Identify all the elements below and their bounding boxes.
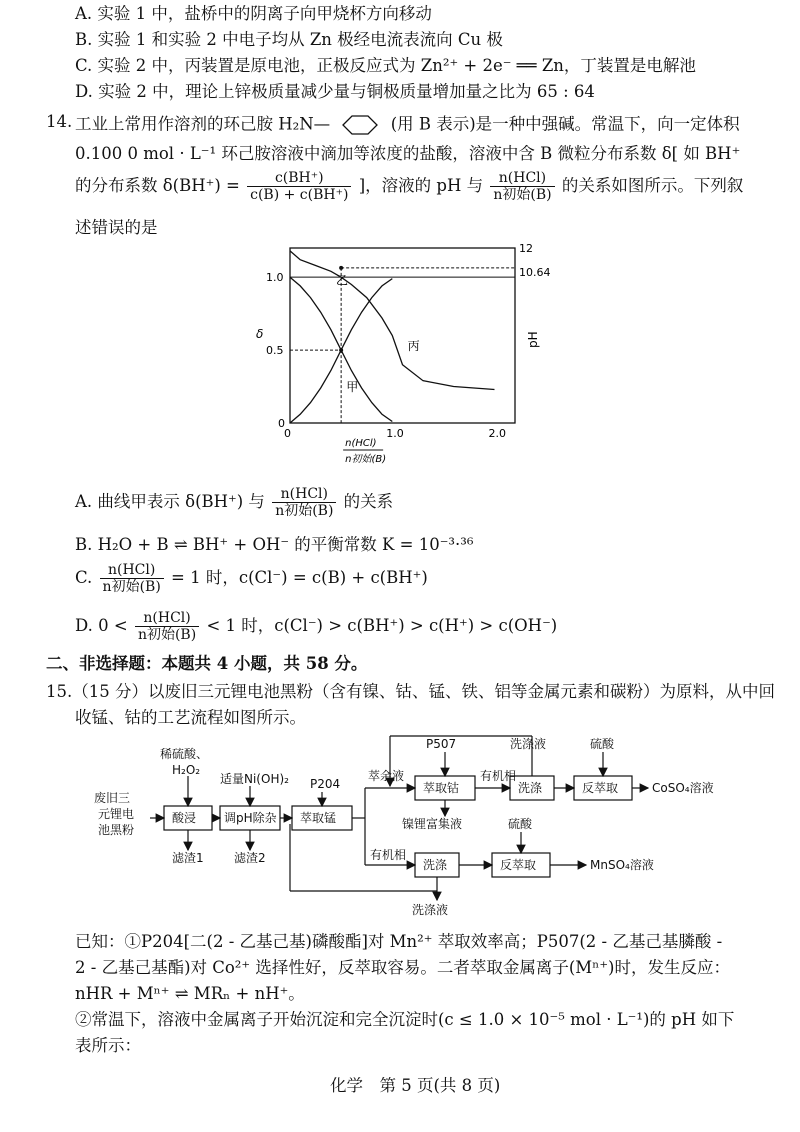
q14-option-a bbox=[75, 486, 393, 519]
point-equivalence bbox=[339, 348, 343, 352]
organic-phase-2: 有机相 bbox=[370, 848, 407, 862]
q14-line3c: 的关系如图所示。下列叙 bbox=[561, 176, 744, 196]
q14-line1b: (用 B 表示)是一种中强碱。常温下，向一定体积 bbox=[390, 114, 740, 134]
q14-line4: 述错误的是 bbox=[75, 218, 158, 237]
residue-1: 滤渣1 bbox=[172, 851, 204, 865]
x-tick-label: 0 bbox=[284, 427, 291, 440]
q15-known-2: 2 - 乙基己基酯)对 Co²⁺ 选择性好，反萃取容易。二者萃取金属离子(Mⁿ⁺)时，发生反应： bbox=[75, 958, 730, 977]
q14-number: 14. bbox=[46, 112, 73, 131]
q14-option-c-pre: C. bbox=[75, 568, 93, 588]
curve-label: 丙 bbox=[407, 339, 420, 354]
q14-option-d-pre: D. 0 < bbox=[75, 616, 128, 636]
ratio-fraction bbox=[490, 170, 554, 203]
raw-material-line3: 池黑粉 bbox=[98, 823, 135, 837]
x-tick-label: 1.0 bbox=[386, 427, 404, 440]
y-right-axis-label: pH bbox=[526, 331, 540, 348]
q14-option-b: B. H₂O + B ⇌ BH⁺ + OH⁻ 的平衡常数 K = 10⁻³·³⁶ bbox=[75, 535, 474, 554]
distribution-ph-chart bbox=[245, 238, 575, 478]
reagent-1b: H₂O₂ bbox=[172, 763, 201, 777]
q13-option-c: C. 实验 2 中，丙装置是原电池，正极反应式为 Zn²⁺ + 2e⁻ ══ Zn，丁装置是电解池 bbox=[75, 56, 696, 75]
organic-phase-1: 有机相 bbox=[480, 769, 517, 783]
q14-line2: 0.100 0 mol · L⁻¹ 环己胺溶液中滴加等浓度的盐酸，溶液中含 B 微粒分布系数 δ[ 如 BH⁺ bbox=[75, 144, 741, 163]
ni-li-solution: 镍锂富集液 bbox=[402, 817, 463, 831]
box-extract-co-label: 萃取钴 bbox=[423, 781, 460, 795]
page-footer: 化学 第 5 页(共 8 页) bbox=[330, 1076, 501, 1095]
option-d-fraction bbox=[135, 610, 199, 643]
box-wash-2-label: 洗涤 bbox=[423, 858, 448, 872]
curve-label: 甲 bbox=[346, 379, 359, 394]
reagent-1a: 稀硫酸、 bbox=[160, 747, 209, 761]
q13-option-b: B. 实验 1 和实验 2 中电子均从 Zn 极经电流表流向 Cu 极 bbox=[75, 30, 503, 49]
point-start bbox=[339, 266, 343, 270]
x-axis-label-denominator: n初始(B) bbox=[345, 454, 387, 465]
sulfuric-acid-1: 硫酸 bbox=[590, 737, 615, 751]
option-d-fraction-numerator: n(HCl) bbox=[135, 610, 199, 627]
q15-known-1: 已知：①P204[二(2 - 乙基己基)磷酸酯]对 Mn²⁺ 萃取效率高；P507(2 - 乙基己基膦酸 - bbox=[75, 932, 723, 951]
q14-option-c-post: = 1 时，c(Cl⁻) = c(B) + c(BH⁺) bbox=[171, 568, 428, 588]
sulfuric-acid-2: 硫酸 bbox=[508, 817, 533, 831]
product-mnso4: MnSO₄溶液 bbox=[590, 858, 654, 872]
x-tick-label: 2.0 bbox=[488, 427, 507, 440]
y-left-tick-label: 1.0 bbox=[266, 271, 284, 285]
option-a-fraction-numerator: n(HCl) bbox=[272, 486, 336, 503]
delta-fraction bbox=[247, 170, 351, 203]
q15-line1: 15.（15 分）以废旧三元锂电池黑粉（含有镍、钴、锰、铁、铝等金属元素和碳粉）为原料，从中回 bbox=[46, 682, 775, 701]
y-left-axis-label: δ bbox=[256, 327, 264, 341]
q14-option-d-post: < 1 时，c(Cl⁻) > c(BH⁺) > c(H⁺) > c(OH⁻) bbox=[206, 616, 558, 636]
option-c-fraction-numerator: n(HCl) bbox=[100, 562, 164, 579]
x-axis-label-numerator: n(HCl) bbox=[345, 438, 377, 449]
option-c-fraction-denominator: n初始(B) bbox=[102, 579, 161, 596]
q13-option-d: D. 实验 2 中，理论上锌极质量减少量与铜极质量增加量之比为 65 : 64 bbox=[75, 82, 595, 101]
y-right-tick-label: 12 bbox=[519, 242, 533, 255]
product-coso4: CoSO₄溶液 bbox=[652, 781, 714, 795]
box-acid-leach-label: 酸浸 bbox=[172, 811, 197, 825]
q14-option-a-post: 的关系 bbox=[343, 492, 394, 512]
chart-frame bbox=[290, 248, 515, 423]
q15-known-3: nHR + Mⁿ⁺ ⇌ MRₙ + nH⁺。 bbox=[75, 984, 305, 1003]
q14-option-c bbox=[75, 562, 428, 595]
section-heading: 二、非选择题：本题共 4 小题，共 58 分。 bbox=[46, 654, 368, 673]
box-back-extract-2-label: 反萃取 bbox=[500, 858, 537, 872]
wash-liquid-2: 洗涤液 bbox=[412, 903, 449, 917]
cyclohexane-ring-icon bbox=[335, 114, 385, 136]
delta-fraction-denominator: c(B) + c(BH⁺) bbox=[250, 187, 349, 204]
reagent-2: 适量Ni(OH)₂ bbox=[220, 772, 289, 786]
box-extract-mn-label: 萃取锰 bbox=[300, 811, 337, 825]
origin-label: 0 bbox=[278, 417, 285, 430]
wash-liquid-1: 洗涤液 bbox=[510, 737, 547, 751]
q14-option-a-pre: A. 曲线甲表示 δ(BH⁺) 与 bbox=[75, 492, 265, 512]
series-line-2 bbox=[290, 251, 495, 390]
delta-fraction-numerator: c(BH⁺) bbox=[247, 170, 351, 187]
curve-label: 乙 bbox=[336, 273, 349, 288]
y-left-tick-label: 0.5 bbox=[266, 344, 284, 358]
q14-line3 bbox=[75, 170, 743, 203]
ratio-fraction-denominator: n初始(B) bbox=[493, 187, 552, 204]
q15-line2: 收锰、钴的工艺流程如图所示。 bbox=[75, 708, 306, 727]
option-a-fraction bbox=[272, 486, 336, 519]
reagent-4: P507 bbox=[426, 737, 457, 751]
box-ph-adjust-label: 调pH除杂 bbox=[224, 811, 277, 825]
raffinate-label: 萃余液 bbox=[368, 769, 405, 783]
reagent-3: P204 bbox=[310, 777, 341, 791]
raw-material-label: 废旧三 bbox=[94, 791, 131, 805]
option-d-fraction-denominator: n初始(B) bbox=[137, 627, 197, 644]
q13-option-a: A. 实验 1 中，盐桥中的阴离子向甲烧杯方向移动 bbox=[75, 4, 432, 23]
q14-option-d bbox=[75, 610, 557, 643]
residue-2: 滤渣2 bbox=[234, 851, 266, 865]
q15-known-5: 表所示： bbox=[75, 1036, 141, 1055]
process-flowchart bbox=[90, 728, 730, 923]
option-a-fraction-denominator: n初始(B) bbox=[275, 503, 334, 520]
ratio-fraction-numerator: n(HCl) bbox=[490, 170, 554, 187]
box-back-extract-1-label: 反萃取 bbox=[582, 781, 619, 795]
q14-line3a: 的分布系数 δ(BH⁺) = bbox=[75, 176, 240, 196]
box-wash-1-label: 洗涤 bbox=[518, 781, 543, 795]
q14-line1 bbox=[75, 114, 740, 136]
option-c-fraction bbox=[100, 562, 164, 595]
q14-line1a: 工业上常用作溶剂的环己胺 H₂N— bbox=[75, 114, 331, 134]
y-right-tick-label: 10.64 bbox=[519, 265, 551, 279]
raw-material-line2: 元锂电 bbox=[98, 807, 135, 821]
q15-known-4: ②常温下，溶液中金属离子开始沉淀和完全沉淀时(c ≤ 1.0 × 10⁻⁵ mol · L⁻¹)的 pH 如下 bbox=[75, 1010, 735, 1029]
q14-line3b: ]，溶液的 pH 与 bbox=[358, 176, 484, 196]
